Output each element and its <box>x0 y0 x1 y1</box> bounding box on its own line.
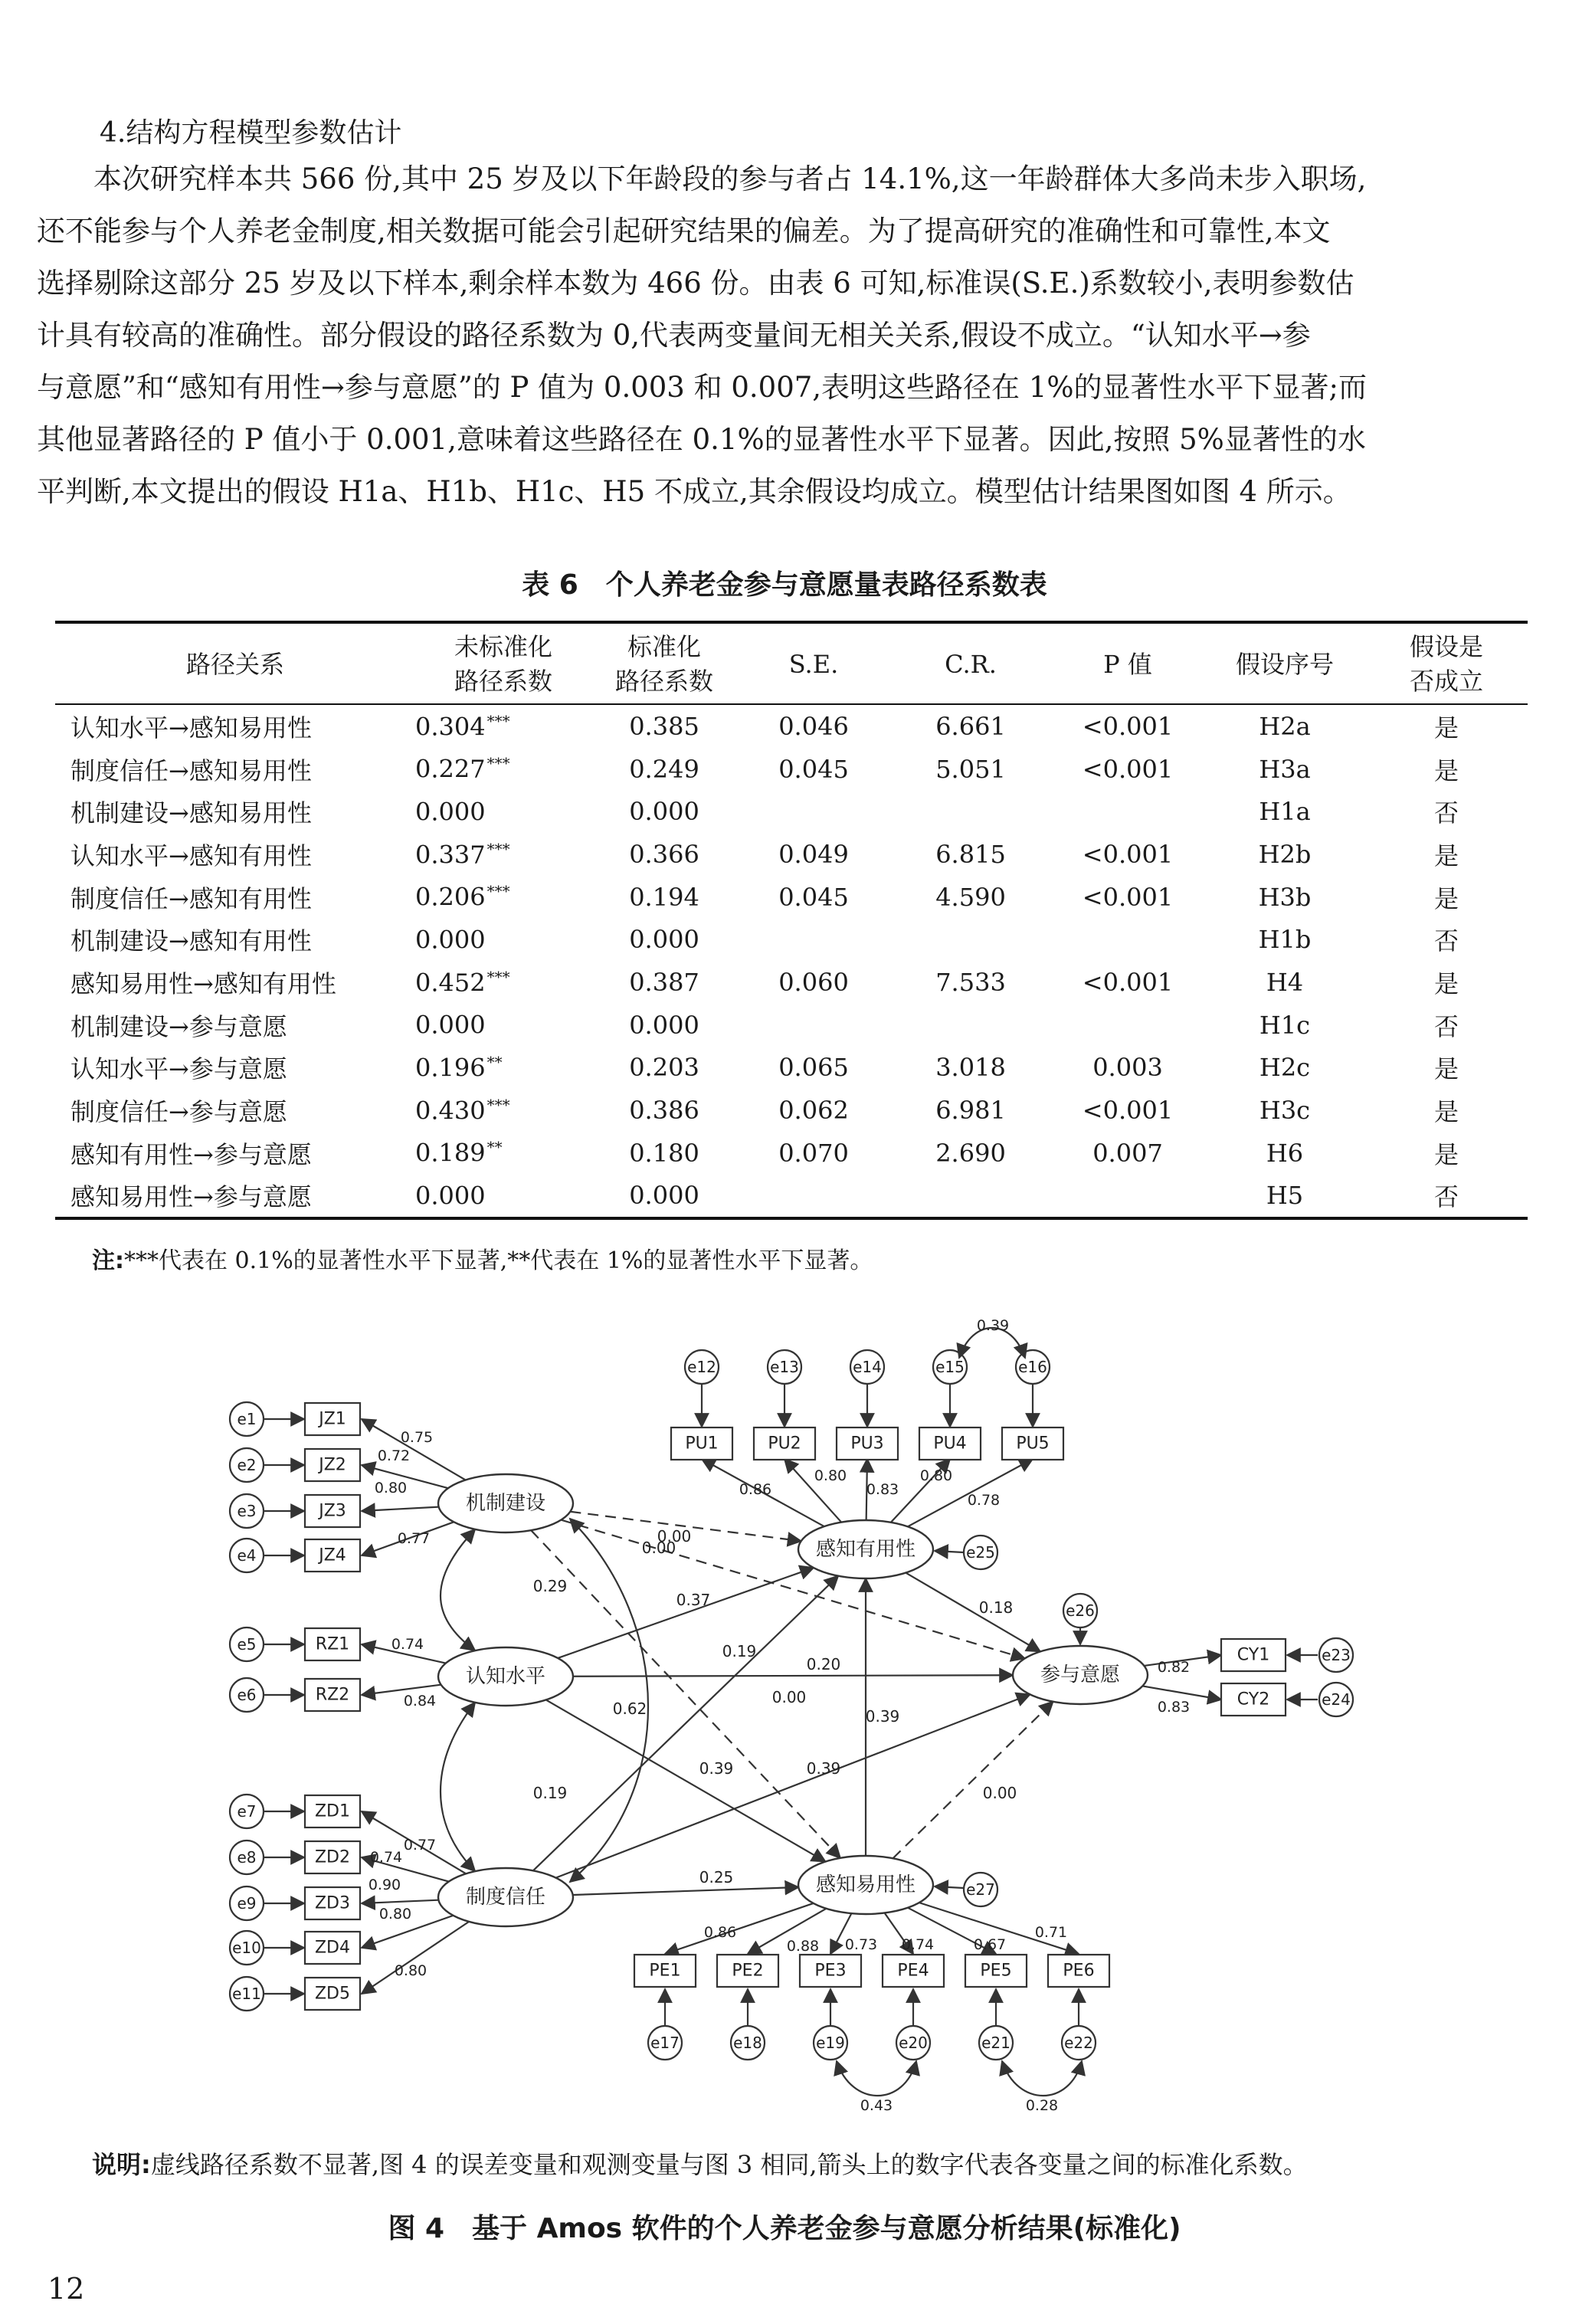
table-caption: 表 6 个人养老金参与意愿量表路径系数表 <box>522 569 1047 601</box>
hypothesis-cell: H5 <box>1266 1181 1304 1211</box>
loading-label: 0.80 <box>814 1467 847 1484</box>
uncoef-cell: 0.430 *** <box>415 1095 510 1126</box>
indicator-pe6-label: PE6 <box>1063 1961 1095 1981</box>
hypothesis-cell: H2c <box>1259 1053 1311 1083</box>
loading-label: 0.77 <box>403 1837 437 1854</box>
corr-label: 0.62 <box>612 1700 647 1718</box>
p-value-cell: <0.001 <box>1082 967 1174 997</box>
p-value-cell <box>1051 1175 1204 1219</box>
error-zd2-label: e8 <box>237 1848 257 1867</box>
header-se: S.E. <box>788 649 839 679</box>
loading-label: 0.80 <box>394 1962 427 1979</box>
indicator-pu2-label: PU2 <box>768 1434 801 1454</box>
loading-label: 0.75 <box>400 1429 434 1446</box>
loading-label: 0.82 <box>1157 1659 1191 1676</box>
path-pu-cy <box>906 1573 1040 1652</box>
loading-jz3 <box>362 1507 439 1511</box>
loading-label: 0.71 <box>1034 1924 1068 1941</box>
error-zd5-label: e11 <box>232 1985 261 2003</box>
error-pu4-label: e15 <box>935 1358 965 1376</box>
indicator-jz1-label: JZ1 <box>319 1409 346 1429</box>
cr-cell: 6.815 <box>935 839 1006 869</box>
table-row <box>55 918 1528 961</box>
table-row <box>55 1047 1528 1090</box>
path-cell: 感知易用性→参与意愿 <box>70 1182 312 1212</box>
header-stdcoef: 标准化 路径系数 <box>614 632 713 696</box>
path-coef-label: 0.19 <box>722 1642 757 1660</box>
holds-cell: 否 <box>1433 1011 1459 1041</box>
table-header-row <box>55 622 1528 704</box>
hypothesis-cell: H3a <box>1259 754 1311 784</box>
uncoef-cell: 0.206 *** <box>415 882 510 912</box>
paragraph-line: 与意愿”和“感知有用性→参与意愿”的 P 值为 0.003 和 0.007,表明这些路径在 1%的显著性水平下显著;而 <box>37 371 1367 404</box>
indicator-jz4-label: JZ4 <box>319 1546 346 1565</box>
latent-label-rz: 认知水平 <box>465 1665 546 1688</box>
table-row <box>55 790 1528 833</box>
holds-cell: 否 <box>1433 1182 1459 1212</box>
indicator-rz1-label: RZ1 <box>315 1634 350 1654</box>
p-value-cell: 0.003 <box>1092 1053 1163 1083</box>
table-row <box>55 1175 1528 1219</box>
se-cell: 0.045 <box>778 754 849 784</box>
path-rz-pu <box>558 1568 814 1658</box>
holds-cell: 是 <box>1433 756 1459 785</box>
loading-label: 0.84 <box>403 1693 437 1709</box>
indicator-pe2-label: PE2 <box>732 1961 764 1981</box>
stdcoef-cell: 0.385 <box>629 711 699 741</box>
indicator-pu5-label: PU5 <box>1016 1434 1050 1454</box>
table-row <box>55 833 1528 876</box>
path-coef-label: 0.18 <box>978 1598 1014 1617</box>
uncoef-cell: 0.000 <box>415 797 486 827</box>
paragraph-line: 本次研究样本共 566 份,其中 25 岁及以下年龄段的参与者占 14.1%,这一年龄群体大多尚未步入职场, <box>93 162 1367 195</box>
p-value-cell <box>1051 918 1204 961</box>
indicator-pu3-label: PU3 <box>850 1434 884 1454</box>
loading-zd5 <box>362 1922 469 1994</box>
hypothesis-cell: H6 <box>1266 1138 1304 1168</box>
page-number: 12 <box>47 2272 85 2306</box>
se-cell: 0.062 <box>778 1096 849 1126</box>
path-zd-pe <box>573 1887 799 1895</box>
corr-e21-e22 <box>1002 2061 1082 2096</box>
uncoef-cell: 0.304 *** <box>415 711 510 742</box>
significance-stars: *** <box>486 1095 510 1114</box>
hypothesis-cell: H1a <box>1259 797 1311 827</box>
uncoef-cell: 0.189 ** <box>415 1138 503 1169</box>
p-value-cell <box>1051 1004 1204 1047</box>
cr-cell: 4.590 <box>935 882 1006 912</box>
uncoef-cell: 0.000 <box>415 925 486 955</box>
paragraph-line: 还不能参与个人养老金制度,相关数据可能会引起研究结果的偏差。为了提高研究的准确性和可靠性,本文 <box>37 215 1331 247</box>
loading-label: 0.86 <box>739 1481 772 1498</box>
error-cy1-label: e23 <box>1322 1646 1351 1664</box>
error-pe4-label: e20 <box>899 2034 928 2052</box>
stdcoef-cell: 0.194 <box>629 882 699 912</box>
indicator-pu4-label: PU4 <box>933 1434 967 1454</box>
table-row <box>55 876 1528 919</box>
loading-label: 0.80 <box>919 1467 953 1484</box>
table-row <box>55 704 1528 748</box>
se-cell: 0.049 <box>778 839 849 869</box>
loading-label: 0.74 <box>391 1636 424 1653</box>
figure-caption: 图 4 基于 Amos 软件的个人养老金参与意愿分析结果(标准化) <box>388 2213 1181 2244</box>
indicator-jz3-label: JZ3 <box>319 1501 346 1521</box>
p-value-cell: <0.001 <box>1082 711 1174 741</box>
significance-stars: *** <box>486 711 510 730</box>
indicator-pe3-label: PE3 <box>814 1961 847 1981</box>
paragraph-line: 计具有较高的准确性。部分假设的路径系数为 0,代表两变量间无相关关系,假设不成立。“认知水平→参 <box>37 319 1311 352</box>
error-pe5-label: e21 <box>981 2034 1011 2052</box>
error-zd4-label: e10 <box>232 1939 261 1957</box>
section-title: 4.结构方程模型参数估计 <box>100 117 402 149</box>
uncoef-cell: 0.452 *** <box>415 967 510 998</box>
indicator-cy1-label: CY1 <box>1237 1645 1270 1665</box>
table-row <box>55 1089 1528 1132</box>
loading-cy2 <box>1142 1686 1221 1700</box>
corr-rz-zd <box>441 1703 475 1871</box>
cr-cell: 6.981 <box>935 1096 1006 1126</box>
hypothesis-cell: H2a <box>1259 711 1311 741</box>
error-pu-latent-label: e25 <box>966 1543 995 1562</box>
error-pu3-label: e14 <box>853 1358 882 1376</box>
table-row <box>55 1132 1528 1175</box>
path-coefficient-table <box>55 621 1528 1220</box>
stdcoef-cell: 0.366 <box>629 839 699 869</box>
path-cell: 制度信任→感知易用性 <box>70 756 312 785</box>
figure-description: 说明:虚线路径系数不显著,图 4 的误差变量和观测变量与图 3 相同,箭头上的数字代表各变量之间的标准化系数。 <box>92 2150 1308 2179</box>
header-cr: C.R. <box>945 649 997 679</box>
hypothesis-cell: H1c <box>1259 1010 1311 1040</box>
indicator-pe1-label: PE1 <box>649 1961 681 1981</box>
error-rz2-label: e6 <box>237 1686 257 1704</box>
stdcoef-cell: 0.387 <box>629 967 699 997</box>
error-pu5-label: e16 <box>1018 1358 1047 1376</box>
table-row <box>55 1004 1528 1047</box>
error-pe3-label: e19 <box>816 2034 845 2052</box>
stdcoef-cell: 0.000 <box>629 1010 699 1040</box>
se-cell <box>737 790 890 833</box>
error-arrow <box>935 1551 964 1552</box>
loading-label: 0.80 <box>374 1480 408 1496</box>
se-cell: 0.070 <box>778 1138 849 1168</box>
p-value-cell: <0.001 <box>1082 839 1174 869</box>
cr-cell: 7.533 <box>935 967 1006 997</box>
significance-stars: ** <box>486 1138 503 1157</box>
se-cell: 0.060 <box>778 967 849 997</box>
indicator-zd5-label: ZD5 <box>314 1984 351 2004</box>
cr-cell <box>890 1175 1051 1219</box>
uncoef-cell: 0.000 <box>415 1010 486 1040</box>
p-value-cell: <0.001 <box>1082 754 1174 784</box>
significance-stars: *** <box>486 839 510 858</box>
body-paragraph <box>37 153 1548 518</box>
loading-label: 0.83 <box>866 1481 899 1498</box>
indicator-cy2-label: CY2 <box>1237 1690 1270 1709</box>
header-uncoef: 未标准化 路径系数 <box>454 632 552 696</box>
path-coef-label: 0.20 <box>806 1655 841 1673</box>
hypothesis-cell: H1b <box>1258 925 1312 955</box>
holds-cell: 是 <box>1433 713 1459 742</box>
indicator-rz2-label: RZ2 <box>315 1685 350 1705</box>
cr-cell: 5.051 <box>935 754 1006 784</box>
indicator-pe5-label: PE5 <box>980 1961 1012 1981</box>
significance-stars: ** <box>486 1053 503 1072</box>
path-coef-label: 0.00 <box>641 1539 676 1557</box>
uncoef-cell: 0.337 *** <box>415 839 510 870</box>
stdcoef-cell: 0.000 <box>629 925 699 955</box>
stdcoef-cell: 0.180 <box>629 1138 699 1168</box>
path-cell: 机制建设→感知有用性 <box>70 926 312 956</box>
error-cy2-label: e24 <box>1322 1690 1351 1709</box>
path-cell: 认知水平→感知有用性 <box>70 841 312 870</box>
path-rz-cy <box>573 1675 1013 1677</box>
stdcoef-cell: 0.386 <box>629 1096 699 1126</box>
cr-cell: 6.661 <box>935 711 1006 741</box>
corr-label: 0.19 <box>532 1784 568 1802</box>
loading-label: 0.67 <box>973 1936 1007 1953</box>
loading-label: 0.86 <box>703 1924 737 1941</box>
path-coef-label: 0.39 <box>699 1759 734 1778</box>
paragraph-line: 选择剔除这部分 25 岁及以下样本,剩余样本数为 466 份。由表 6 可知,标准误(S.E.)系数较小,表明参数估 <box>37 267 1354 300</box>
table-row <box>55 961 1528 1004</box>
stdcoef-cell: 0.000 <box>629 797 699 827</box>
header-holds: 假设是 否成立 <box>1409 632 1483 696</box>
cr-cell <box>890 1004 1051 1047</box>
holds-cell: 否 <box>1433 926 1459 956</box>
p-value-cell: <0.001 <box>1082 1096 1174 1126</box>
path-coef-label: 0.39 <box>865 1707 900 1726</box>
path-cell: 感知有用性→参与意愿 <box>70 1139 312 1169</box>
latent-label-pu: 感知有用性 <box>815 1538 916 1561</box>
holds-cell: 是 <box>1433 969 1459 998</box>
corr-e19-e20 <box>837 2061 916 2096</box>
path-zd-cy <box>556 1694 1030 1877</box>
indicator-pu1-label: PU1 <box>685 1434 719 1454</box>
holds-cell: 是 <box>1433 1097 1459 1127</box>
path-coef-label: 0.00 <box>771 1688 807 1706</box>
header-path: 路径关系 <box>185 649 284 679</box>
path-coef-label: 0.00 <box>982 1784 1017 1802</box>
corr-label: 0.39 <box>976 1317 1010 1334</box>
loading-zd3 <box>362 1900 438 1903</box>
error-jz3-label: e3 <box>237 1502 257 1520</box>
loading-label: 0.74 <box>901 1936 935 1953</box>
error-rz1-label: e5 <box>237 1635 257 1654</box>
significance-stars: *** <box>486 967 510 986</box>
significance-stars: *** <box>486 754 510 773</box>
stdcoef-cell: 0.203 <box>629 1053 699 1083</box>
p-value-cell: 0.007 <box>1092 1138 1163 1168</box>
corr-label: 0.43 <box>860 2097 893 2114</box>
sem-path-diagram <box>0 1303 1569 2138</box>
significance-stars: *** <box>486 882 510 901</box>
error-jz4-label: e4 <box>237 1546 257 1565</box>
loading-label: 0.77 <box>397 1530 431 1547</box>
error-pe-latent-label: e27 <box>966 1880 995 1899</box>
error-jz2-label: e2 <box>237 1456 257 1474</box>
stdcoef-cell: 0.249 <box>629 754 699 784</box>
se-cell <box>737 1175 890 1219</box>
indicator-zd2-label: ZD2 <box>314 1847 351 1867</box>
hypothesis-cell: H4 <box>1266 967 1304 997</box>
uncoef-cell: 0.000 <box>415 1181 486 1211</box>
error-jz1-label: e1 <box>237 1410 257 1428</box>
path-pe-cy <box>893 1702 1053 1858</box>
error-arrow <box>935 1886 964 1888</box>
header-p: P 值 <box>1103 649 1152 679</box>
cr-cell <box>890 918 1051 961</box>
path-cell: 机制建设→感知易用性 <box>70 798 312 828</box>
path-cell: 感知易用性→感知有用性 <box>70 969 336 998</box>
loading-label: 0.88 <box>786 1938 820 1955</box>
holds-cell: 否 <box>1433 798 1459 828</box>
error-pu1-label: e12 <box>687 1358 716 1376</box>
loading-label: 0.78 <box>967 1492 1001 1509</box>
holds-cell: 是 <box>1433 1054 1459 1084</box>
cr-cell: 2.690 <box>935 1138 1006 1168</box>
se-cell: 0.046 <box>778 711 849 741</box>
path-cell: 认知水平→感知易用性 <box>70 713 312 742</box>
error-pe6-label: e22 <box>1064 2034 1093 2052</box>
error-zd1-label: e7 <box>237 1802 257 1821</box>
path-zd-pu <box>533 1576 838 1871</box>
path-cell: 机制建设→参与意愿 <box>70 1011 287 1041</box>
loading-label: 0.73 <box>844 1936 878 1953</box>
latent-label-cy: 参与意愿 <box>1040 1664 1121 1686</box>
hypothesis-cell: H2b <box>1258 839 1312 869</box>
table-row <box>55 748 1528 791</box>
indicator-zd4-label: ZD4 <box>314 1938 351 1958</box>
loading-label: 0.80 <box>378 1906 412 1922</box>
loading-label: 0.83 <box>1157 1699 1191 1716</box>
se-cell: 0.045 <box>778 882 849 912</box>
latent-label-jz: 机制建设 <box>465 1492 546 1515</box>
cr-cell <box>890 790 1051 833</box>
indicator-zd3-label: ZD3 <box>314 1893 351 1913</box>
path-cell: 制度信任→感知有用性 <box>70 883 312 913</box>
holds-cell: 是 <box>1433 841 1459 870</box>
indicator-pe4-label: PE4 <box>897 1961 929 1981</box>
path-cell: 制度信任→参与意愿 <box>70 1097 287 1127</box>
hypothesis-cell: H3c <box>1259 1096 1311 1126</box>
latent-label-zd: 制度信任 <box>465 1886 546 1909</box>
table-note: 注:***代表在 0.1%的显著性水平下显著,**代表在 1%的显著性水平下显著。 <box>92 1247 873 1274</box>
error-zd3-label: e9 <box>237 1894 257 1913</box>
loading-label: 0.72 <box>377 1447 411 1464</box>
holds-cell: 是 <box>1433 883 1459 913</box>
paragraph-line: 平判断,本文提出的假设 H1a、H1b、H1c、H5 不成立,其余假设均成立。模型估计结果图如图 4 所示。 <box>37 475 1351 508</box>
path-cell: 认知水平→参与意愿 <box>70 1054 287 1084</box>
path-coef-label: 0.25 <box>699 1868 734 1886</box>
error-cy-latent-label: e26 <box>1066 1601 1095 1620</box>
holds-cell: 是 <box>1433 1139 1459 1169</box>
latent-label-pe: 感知易用性 <box>815 1873 916 1896</box>
indicator-jz2-label: JZ2 <box>319 1455 346 1475</box>
corr-label: 0.29 <box>532 1577 568 1595</box>
hypothesis-cell: H3b <box>1258 882 1312 912</box>
se-cell <box>737 918 890 961</box>
error-pu2-label: e13 <box>770 1358 799 1376</box>
header-hyp: 假设序号 <box>1235 649 1334 679</box>
path-coef-label: 0.00 <box>657 1527 692 1546</box>
loading-label: 0.90 <box>368 1877 401 1893</box>
se-cell <box>737 1004 890 1047</box>
error-pe1-label: e17 <box>650 2034 680 2052</box>
paragraph-line: 其他显著路径的 P 值小于 0.001,意味着这些路径在 0.1%的显著性水平下显著。因此,按照 5%显著性的水 <box>37 423 1366 456</box>
path-jz-cy <box>561 1520 1024 1659</box>
error-pe2-label: e18 <box>733 2034 762 2052</box>
path-coef-label: 0.37 <box>676 1591 711 1609</box>
loading-label: 0.74 <box>369 1849 403 1866</box>
cr-cell: 3.018 <box>935 1053 1006 1083</box>
stdcoef-cell: 0.000 <box>629 1181 699 1211</box>
indicator-zd1-label: ZD1 <box>314 1801 351 1821</box>
p-value-cell: <0.001 <box>1082 882 1174 912</box>
uncoef-cell: 0.196 ** <box>415 1053 503 1083</box>
uncoef-cell: 0.227 *** <box>415 754 510 784</box>
se-cell: 0.065 <box>778 1053 849 1083</box>
p-value-cell <box>1051 790 1204 833</box>
corr-jz-rz <box>441 1529 475 1650</box>
path-coef-label: 0.39 <box>806 1759 841 1778</box>
corr-label: 0.28 <box>1025 2097 1059 2114</box>
